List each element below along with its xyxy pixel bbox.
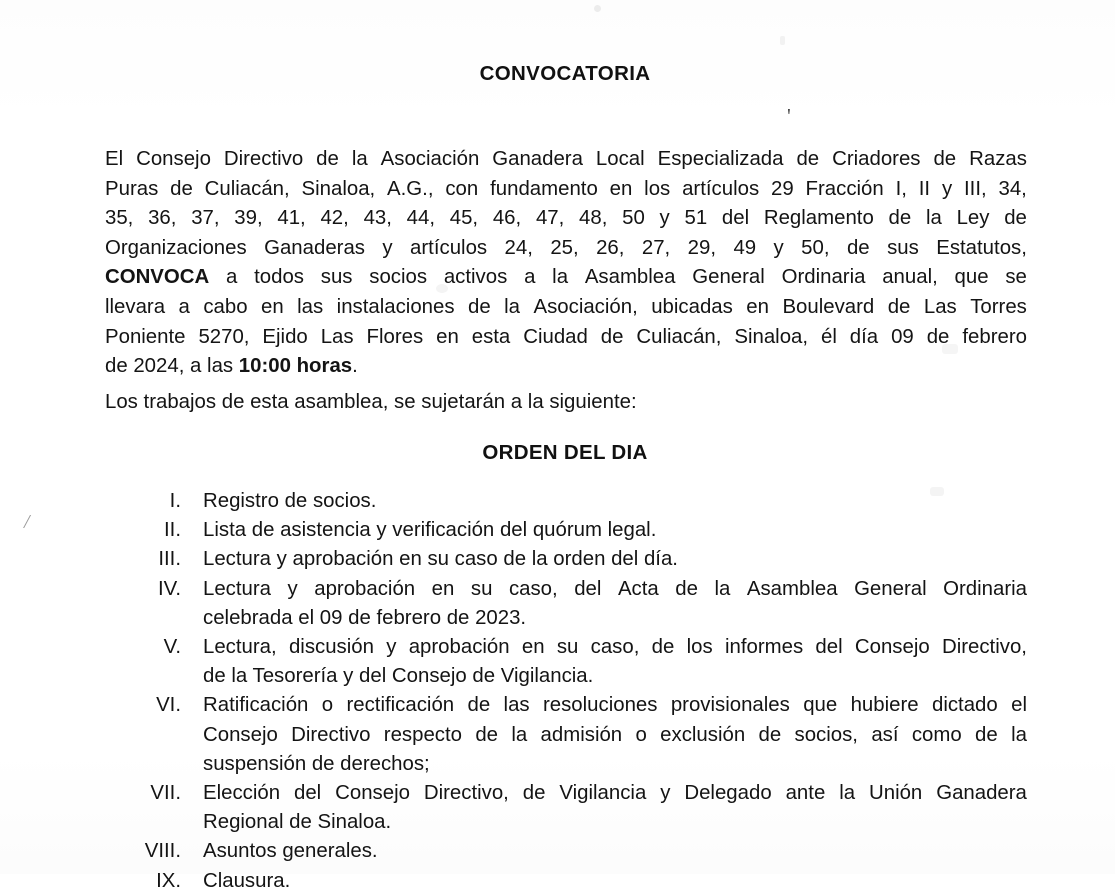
agenda-item-numeral: VIII. bbox=[144, 840, 181, 863]
agenda-item-line: Regional de Sinaloa. bbox=[203, 811, 392, 834]
agenda-item-numeral: IV. bbox=[157, 577, 181, 600]
agenda-item-line: Lectura y aprobación en su caso de la orden del día. bbox=[203, 548, 678, 571]
agenda-item-numeral: V. bbox=[163, 636, 181, 659]
agenda-item bbox=[105, 779, 1027, 837]
agenda-item-line: Registro de socios. bbox=[203, 490, 377, 512]
paragraph-line: Poniente 5270, Ejido Las Flores en esta Ciudad de Culiacán, Sinaloa, él día 09 de febrero bbox=[105, 325, 1027, 348]
paragraph-line: El Consejo Directivo de la Asociación Ganadera Local Especializada de Criadores de Razas bbox=[105, 148, 1027, 170]
agenda-item-line: Lista de asistencia y verificación del quórum legal. bbox=[203, 519, 657, 542]
page-title: CONVOCATORIA bbox=[479, 62, 651, 85]
agenda-item bbox=[105, 837, 1027, 866]
agenda-list bbox=[105, 487, 1027, 896]
agenda-item bbox=[105, 867, 1027, 896]
agenda-item-numeral: VII. bbox=[150, 782, 181, 805]
agenda-item-text bbox=[181, 545, 1027, 574]
agenda-item-line: de la Tesorería y del Consejo de Vigilancia. bbox=[203, 665, 594, 688]
convocatoria-paragraph bbox=[105, 145, 1027, 382]
agenda-item-text bbox=[181, 487, 1027, 516]
paragraph-line: CONVOCA a todos sus socios activos a la Asamblea General Ordinaria anual, que se bbox=[105, 266, 1027, 289]
scan-artifact-margin-mark: / bbox=[24, 511, 30, 533]
agenda-item-line: Lectura y aprobación en su caso, del Acta de la Asamblea General Ordinaria bbox=[203, 577, 1027, 600]
agenda-item bbox=[105, 575, 1027, 633]
agenda-item bbox=[105, 487, 1027, 516]
agenda-item-text bbox=[181, 575, 1027, 633]
agenda-item bbox=[105, 691, 1027, 779]
agenda-item-text bbox=[181, 691, 1027, 779]
paragraph-line: Organizaciones Ganaderas y artículos 24, 25, 26, 27, 29, 49 y 50, de sus Estatutos, bbox=[105, 236, 1027, 259]
paragraph-line: 35, 36, 37, 39, 41, 42, 43, 44, 45, 46, 47, 48, 50 y 51 del Reglamento de la Ley de bbox=[105, 207, 1027, 230]
agenda-item bbox=[105, 545, 1027, 574]
agenda-item-text bbox=[181, 633, 1027, 691]
agenda-item-line: Lectura, discusión y aprobación en su caso, de los informes del Consejo Directivo, bbox=[203, 636, 1027, 659]
paragraph-line: Puras de Culiacán, Sinaloa, A.G., con fundamento en los artículos 29 Fracción I, II y III, 34, bbox=[105, 177, 1027, 200]
paragraph-line: llevara a cabo en las instalaciones de la Asociación, ubicadas en Boulevard de Las Torres bbox=[105, 295, 1027, 318]
agenda-item bbox=[105, 633, 1027, 691]
agenda-heading: ORDEN DEL DIA bbox=[482, 441, 648, 464]
agenda-item-line: Elección del Consejo Directivo, de Vigilancia y Delegado ante la Unión Ganadera bbox=[203, 782, 1027, 805]
agenda-item-line: Asuntos generales. bbox=[203, 840, 378, 863]
agenda-item-numeral: I. bbox=[169, 490, 181, 512]
agenda-item-line: suspensión de derechos; bbox=[203, 752, 430, 775]
agenda-item-line: celebrada el 09 de febrero de 2023. bbox=[203, 606, 527, 629]
scan-smudge-icon bbox=[780, 36, 785, 45]
agenda-item-numeral: IX. bbox=[156, 869, 181, 892]
agenda-item-line: Ratificación o rectificación de las resoluciones provisionales que hubiere dictado el bbox=[203, 694, 1027, 717]
agenda-item-numeral: II. bbox=[164, 519, 181, 542]
agenda-item-line: Consejo Directivo respecto de la admisión o exclusión de socios, así como de la bbox=[203, 723, 1027, 746]
agenda-item-numeral: III. bbox=[158, 548, 181, 571]
agenda-item-text bbox=[181, 779, 1027, 837]
agenda-item-text bbox=[181, 867, 1027, 896]
agenda-intro-text: Los trabajos de esta asamblea, se sujetarán a la siguiente: bbox=[105, 391, 637, 413]
agenda-item-numeral: VI. bbox=[156, 694, 181, 717]
scan-artifact-quote-mark: ' bbox=[786, 104, 791, 128]
paragraph-line: de 2024, a las 10:00 horas. bbox=[105, 355, 358, 378]
agenda-item-text bbox=[181, 837, 1027, 866]
agenda-item-line: Clausura. bbox=[203, 869, 291, 892]
scan-speck-icon bbox=[594, 5, 601, 12]
agenda-item bbox=[105, 516, 1027, 545]
agenda-item-text bbox=[181, 516, 1027, 545]
